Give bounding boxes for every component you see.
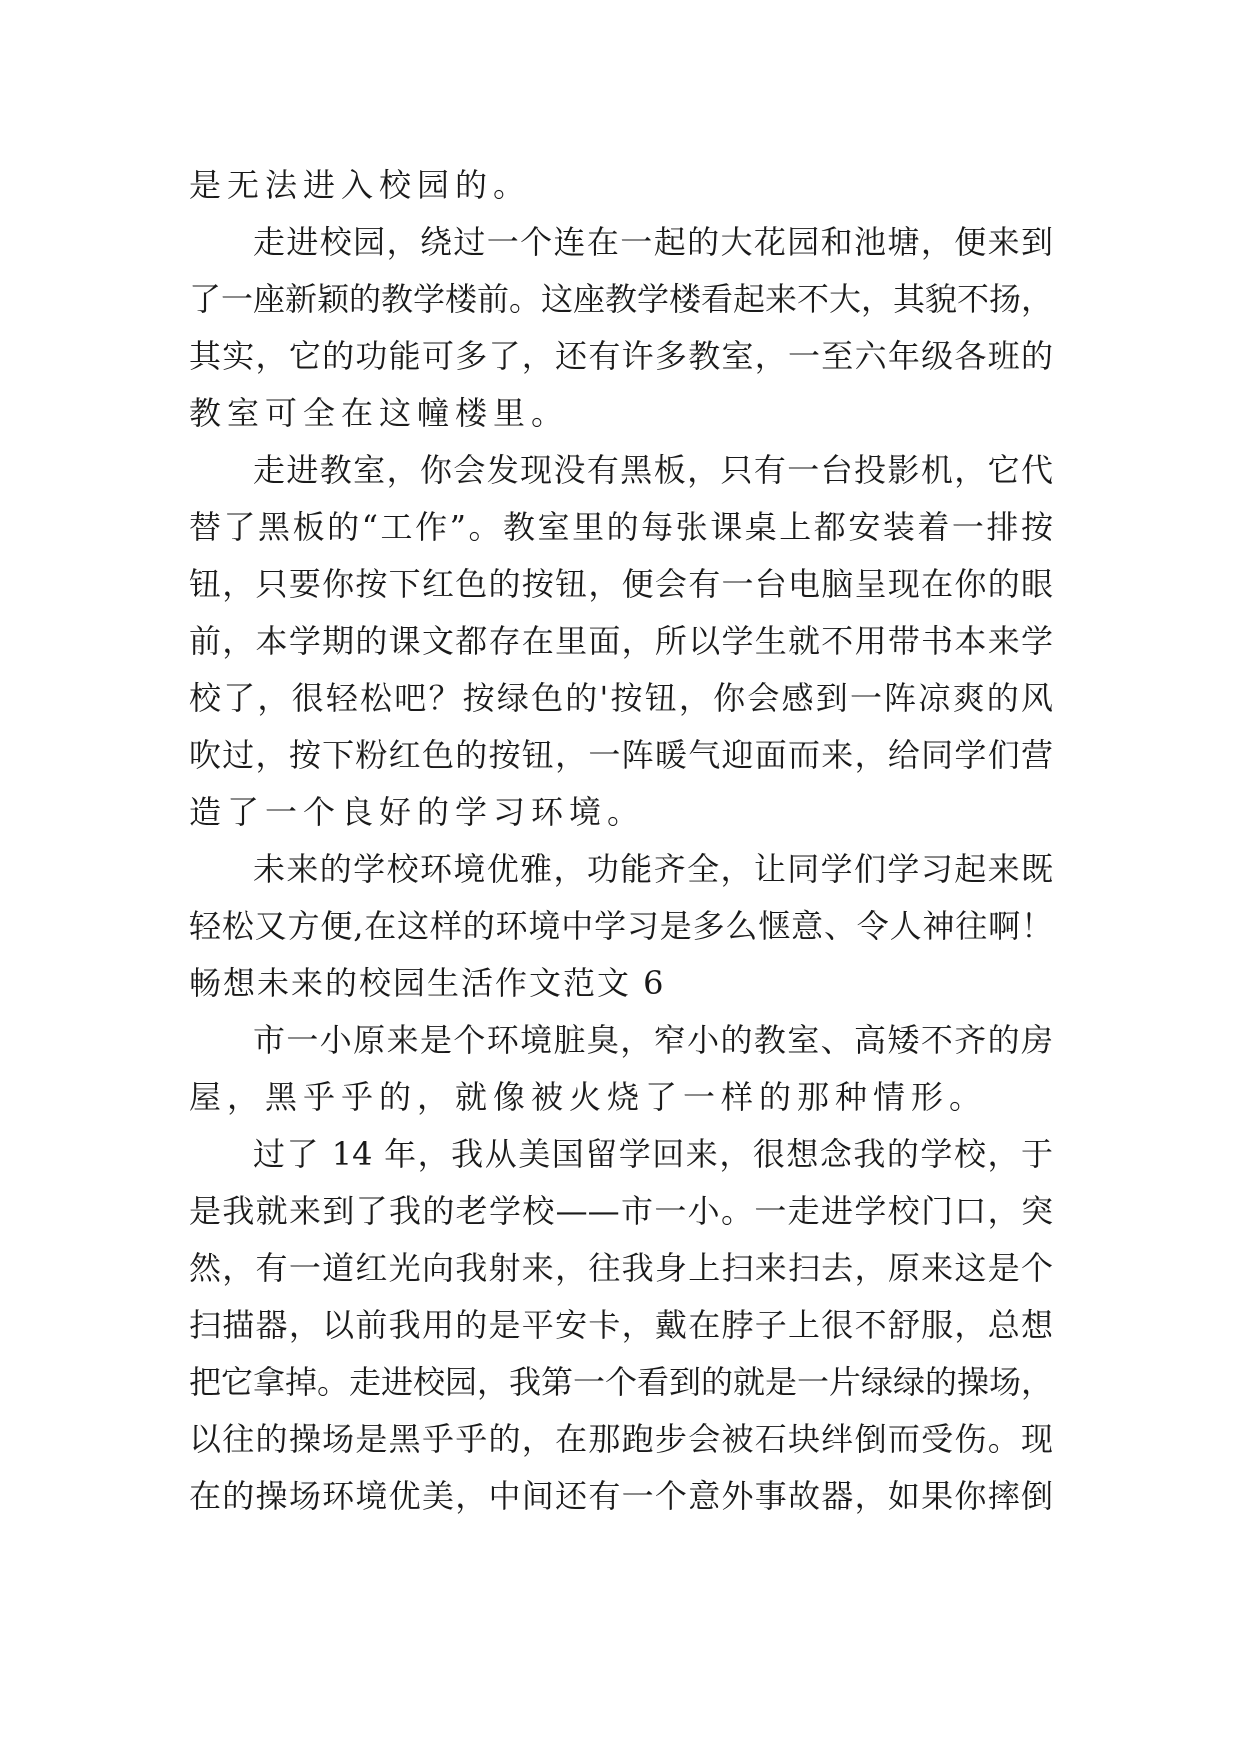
text-line: 过了 14 年，我从美国留学回来，很想念我的学校，于 <box>253 1135 1053 1173</box>
text-line: 屋，黑乎乎的，就像被火烧了一样的那种情形。 <box>189 1078 988 1116</box>
text-line: 了一座新颖的教学楼前。这座教学楼看起来不大，其貌不扬， <box>189 280 1054 318</box>
text-line: 其实，它的功能可多了，还有许多教室，一至六年级各班的 <box>189 337 1053 375</box>
text-line: 是我就来到了我的老学校——市一小。一走进学校门口，突 <box>189 1192 1053 1230</box>
text-line: 走进教室，你会发现没有黑板，只有一台投影机，它代 <box>253 451 1053 489</box>
text-line: 走进校园，绕过一个连在一起的大花园和池塘，便来到 <box>253 223 1053 261</box>
text-line: 把它拿掉。走进校园，我第一个看到的就是一片绿绿的操场， <box>189 1363 1054 1401</box>
document-body <box>189 157 1053 1525</box>
text-line: 市一小原来是个环境脏臭，窄小的教室、高矮不齐的房 <box>253 1021 1053 1059</box>
text-line: 替了黑板的“工作”。教室里的每张课桌上都安装着一排按 <box>189 508 1053 546</box>
section-heading: 畅想未来的校园生活作文范文 6 <box>189 964 666 1002</box>
text-line: 未来的学校环境优雅，功能齐全，让同学们学习起来既 <box>253 850 1053 888</box>
text-line: 吹过，按下粉红色的按钮，一阵暖气迎面而来，给同学们营 <box>189 736 1053 774</box>
text-line: 以往的操场是黑乎乎的，在那跑步会被石块绊倒而受伤。现 <box>189 1420 1053 1458</box>
text-line: 校了，很轻松吧？按绿色的'按钮，你会感到一阵凉爽的风 <box>189 679 1053 717</box>
text-line: 钮，只要你按下红色的按钮，便会有一台电脑呈现在你的眼 <box>189 565 1053 603</box>
text-line: 是无法进入校园的。 <box>189 166 532 204</box>
text-line: 教室可全在这幢楼里。 <box>189 394 570 432</box>
text-line: 然，有一道红光向我射来，往我身上扫来扫去，原来这是个 <box>189 1249 1053 1287</box>
text-line: 前，本学期的课文都存在里面，所以学生就不用带书本来学 <box>189 622 1053 660</box>
text-line: 扫描器，以前我用的是平安卡，戴在脖子上很不舒服，总想 <box>189 1306 1053 1344</box>
text-line: 轻松又方便,在这样的环境中学习是多么惬意、令人神往啊！ <box>189 907 1053 945</box>
text-line: 在的操场环境优美，中间还有一个意外事故器，如果你摔倒 <box>189 1477 1053 1515</box>
text-line: 造了一个良好的学习环境。 <box>189 793 646 831</box>
